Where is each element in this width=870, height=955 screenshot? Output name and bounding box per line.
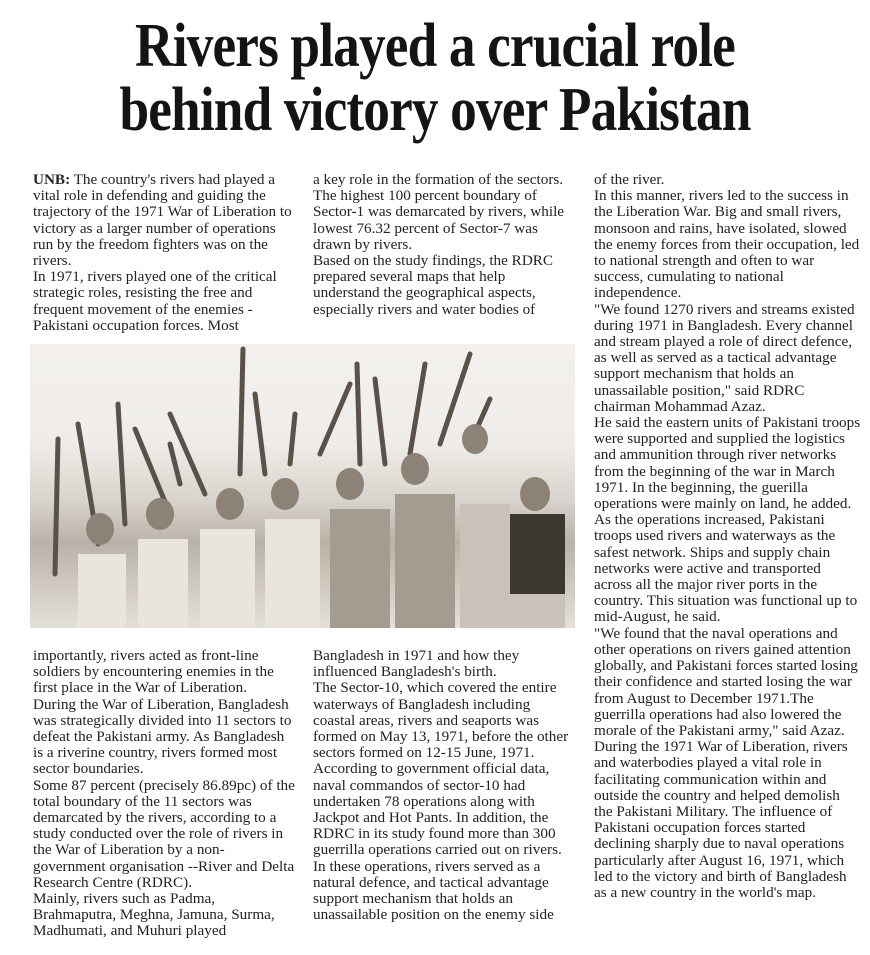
paragraph: During the War of Liberation, Bangladesh was strategically divided into 11 sectors to defeat the Pakistani army. As Bangladesh is a riverine country, rivers formed most sector boundaries.: [33, 695, 292, 778]
column-2-bottom: [313, 648, 575, 923]
article-photo: [30, 344, 575, 628]
paragraph: According to government official data, naval commandos of sector-10 had undertaken 78 operations along with Jackpot and Hot Pants. In addition, the RDRC in its study found more than 300 guerrilla operations carried out on rivers.: [313, 760, 562, 859]
paragraph: "We found that the naval operations and other operations on rivers gained attention globally, and Pakistani forces started losing their confidence and started losing the war from August to December 1971.The guerrilla operations had also lowered the morale of the Pakistani army," said Azaz.: [594, 624, 858, 739]
dateline: UNB:: [33, 171, 71, 188]
paragraph: Bangladesh in 1971 and how they influenced Bangladesh's birth.: [313, 647, 520, 681]
headline-line-1: Rivers played a crucial role: [135, 12, 735, 80]
paragraph: In this manner, rivers led to the success in the Liberation War. Big and small rivers, monsoon and rains, have isolated, slowed the enemy forces from their occupation, led to national strength and often to war success, cumulating to national independence.: [594, 187, 860, 302]
paragraph: Mainly, rivers such as Padma, Brahmaputra, Meghna, Jamuna, Surma, Madhumati, and Muhuri played: [33, 890, 275, 940]
paragraph: Some 87 percent (precisely 86.89pc) of the total boundary of the 11 sectors was demarcated by the rivers, according to a study conducted over the role of rivers in the War of Liberation by a non-government organisation --River and Delta Research Centre (RDRC).: [33, 776, 295, 891]
paragraph: UNB: The country's rivers had played a vital role in defending and guiding the trajectory of the 1971 War of Liberation to victory as a larger number of operations run by the freedom fighters was on the rivers.: [33, 171, 292, 270]
paragraph: a key role in the formation of the sectors.: [313, 171, 564, 188]
paragraph: The Sector-10, which covered the entire waterways of Bangladesh including coastal areas, rivers and seaports was formed on May 13, 1971, before the other sectors formed on 12-15 June, 1971.: [313, 679, 569, 762]
column-2-top: [313, 172, 575, 318]
column-1-top: [33, 172, 295, 334]
paragraph: The highest 100 percent boundary of Sector-1 was demarcated by rivers, while lowest 76.32 percent of Sector-7 was drawn by rivers.: [313, 187, 565, 253]
paragraph: of the river.: [594, 171, 665, 188]
paragraph: He said the eastern units of Pakistani troops were supported and supplied the logistics and ammunition through river networks from the beginning of the war in March 1971. In the beginning, the guerilla operations were mainly on land, he added.: [594, 414, 861, 513]
column-3: [594, 172, 862, 901]
column-1-bottom: [33, 648, 295, 940]
paragraph: In 1971, rivers played one of the critical strategic roles, resisting the free and frequent movement of the enemies - Pakistani occupation forces. Most: [33, 268, 277, 334]
paragraph: In these operations, rivers served as a natural defence, and tactical advantage support mechanism that holds an unassailable position on the enemy side: [313, 857, 554, 924]
freedom-fighters-photo-icon: [30, 344, 575, 628]
headline: [61, 14, 809, 142]
paragraph: Based on the study findings, the RDRC prepared several maps that help understand the geographical aspects, especially rivers and water bodies of: [313, 252, 554, 318]
headline-line-2: behind victory over Pakistan: [119, 76, 751, 144]
paragraph: During the 1971 War of Liberation, rivers and waterbodies played a vital role in facilitating communication within and outside the country and helped demolish the Pakistani Military. The influence of Pakistani occupation forces started declining sharply due to naval operations particularly after August 16, 1971, which led to the victory and birth of Bangladesh as a new country in the world's map.: [594, 738, 848, 901]
paragraph: As the operations increased, Pakistani troops used rivers and waterways as the safest network. Ships and supply chain networks were active and transported across all the major river ports in the country. This situation was functional up to mid-August, he said.: [594, 511, 858, 626]
paragraph: "We found 1270 rivers and streams existed during 1971 in Bangladesh. Every channel and stream played a role of direct defence, as well as served as a tactical advantage support mechanism that holds an unassailable position," said RDRC chairman Mohammad Azaz.: [594, 300, 855, 415]
paragraph: importantly, rivers acted as front-line soldiers by encountering enemies in the first place in the War of Liberation.: [33, 647, 274, 697]
